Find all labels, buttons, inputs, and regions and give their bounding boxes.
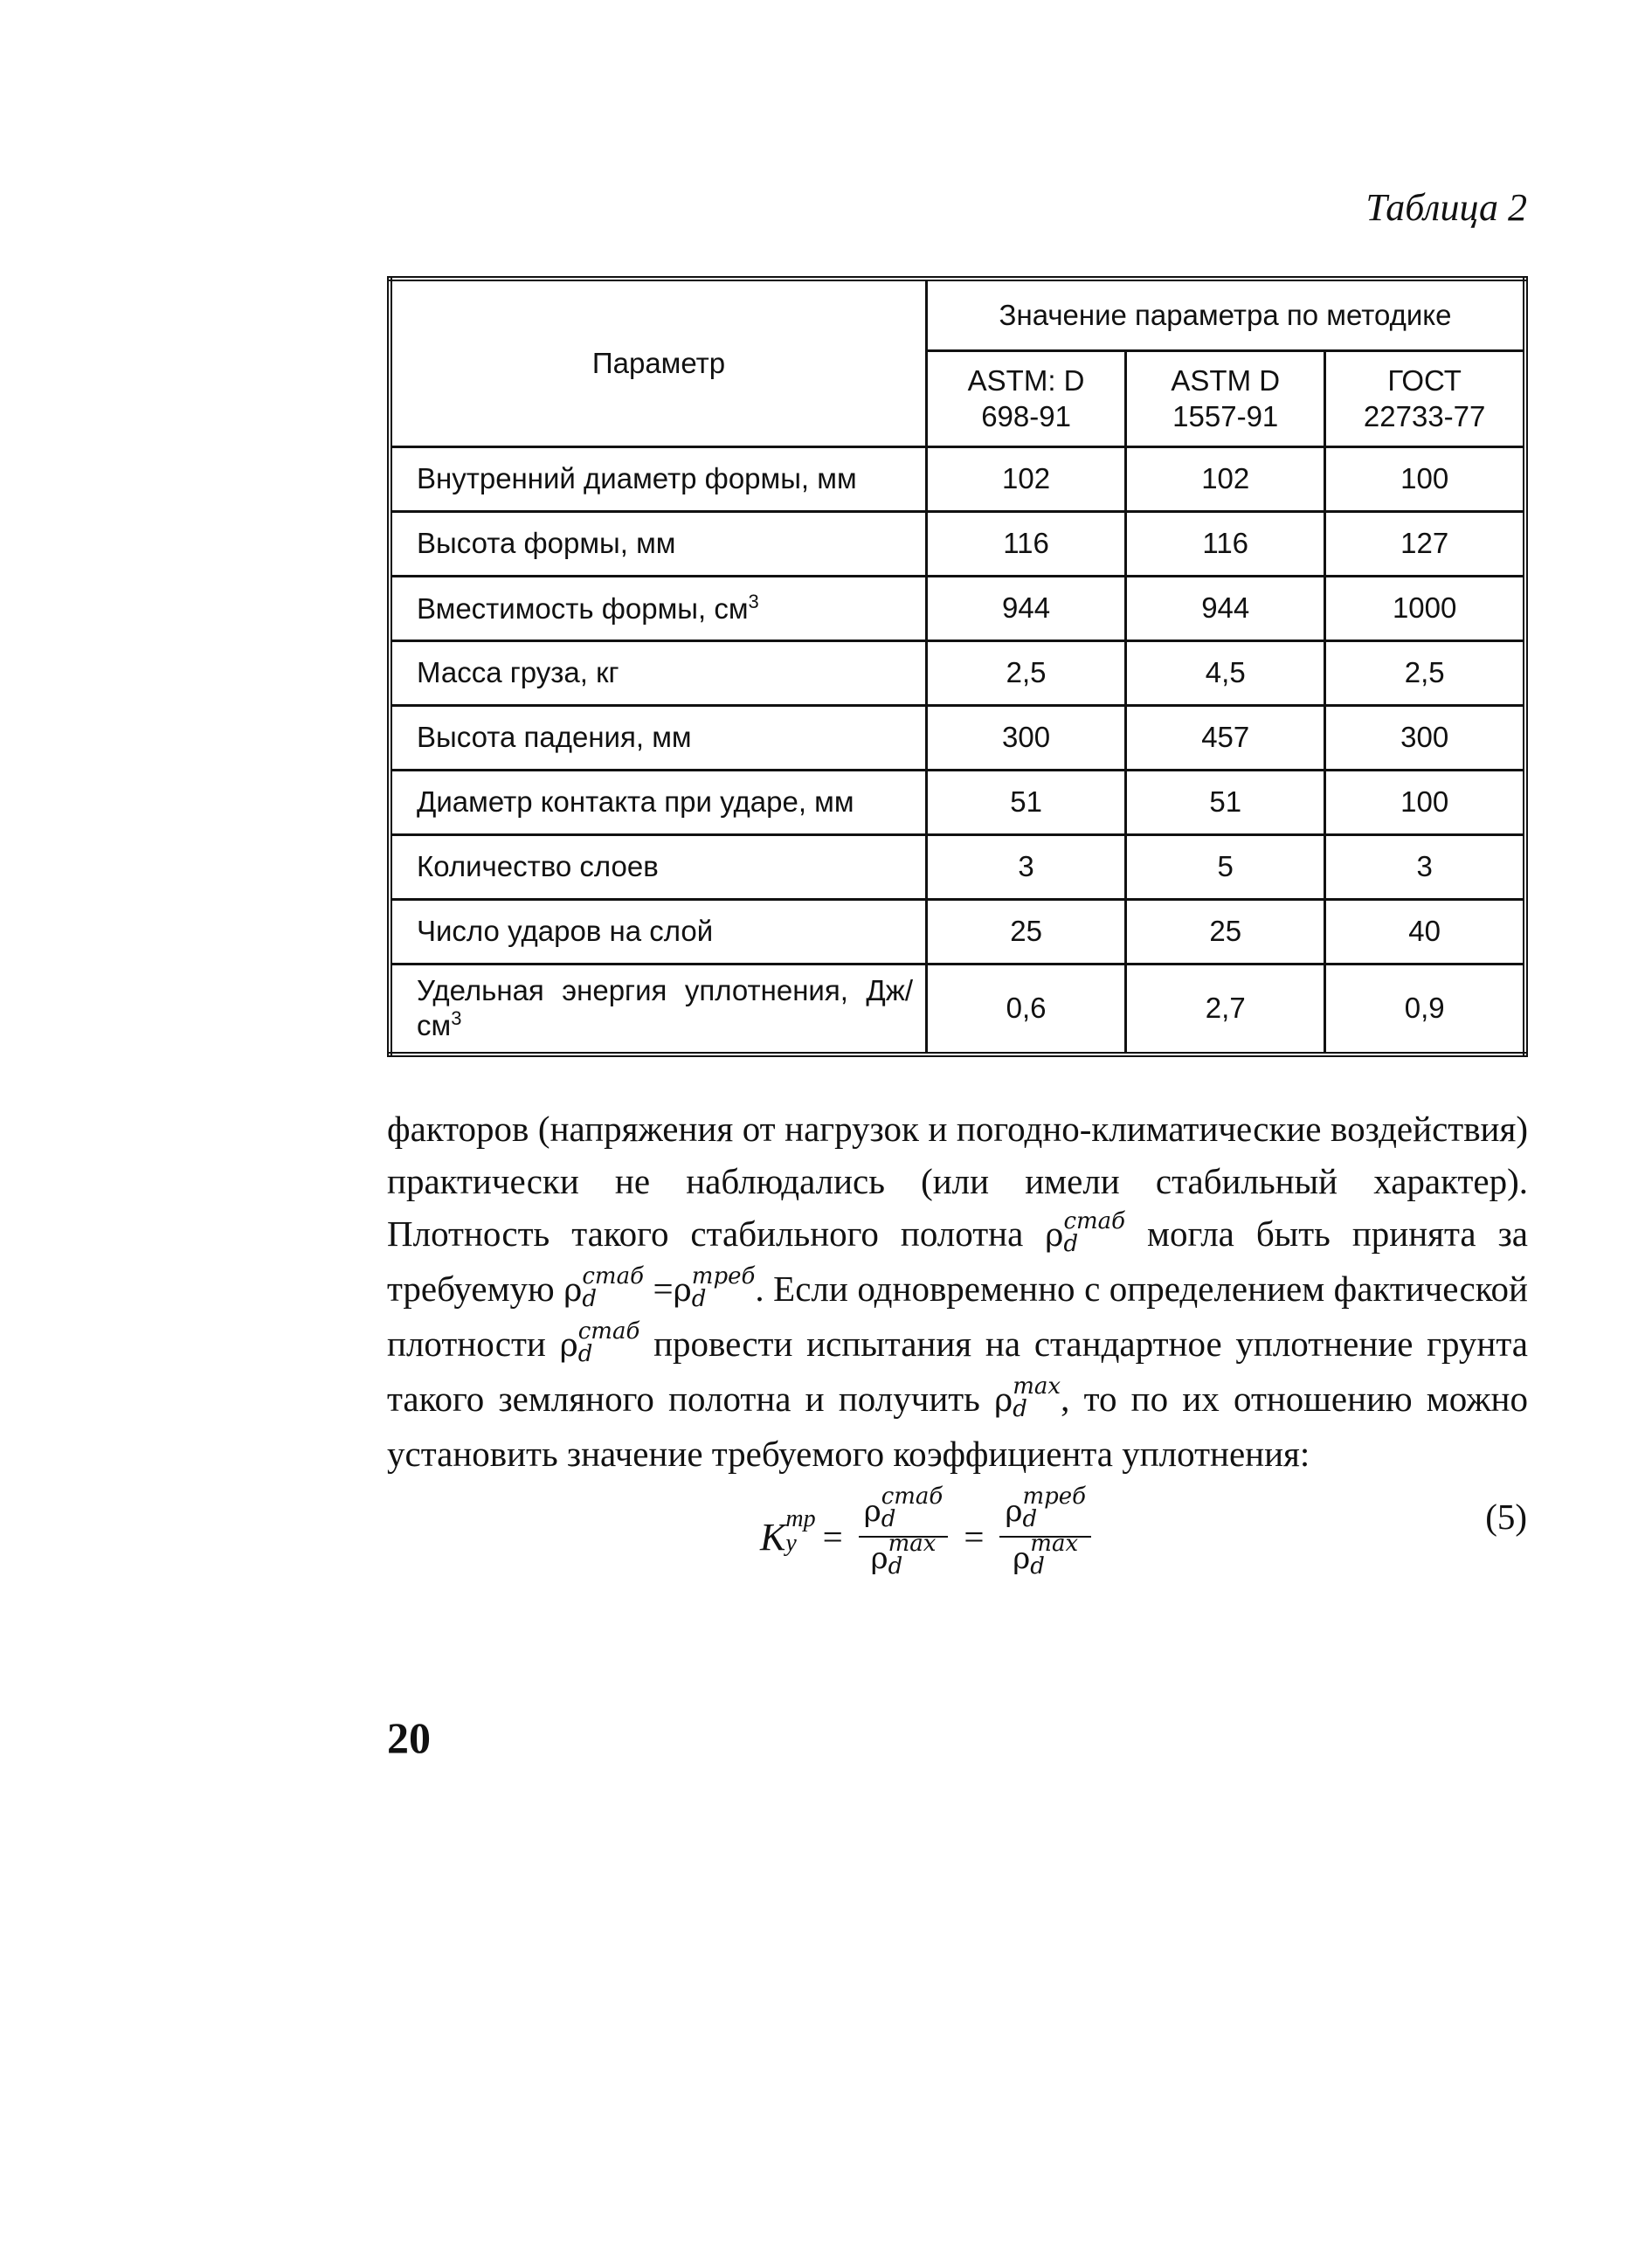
- superscript: 3: [748, 591, 759, 612]
- compaction-coefficient-formula: [760, 1483, 1100, 1583]
- rho-stab-symbol: ρ стаб d: [559, 1318, 640, 1367]
- method-header-astm-698: ASTM: D 698-91: [927, 350, 1126, 446]
- table-header-row: [390, 279, 1525, 350]
- table-row: [390, 899, 1525, 964]
- table-row: [390, 640, 1525, 705]
- value-cell: 116: [1126, 511, 1325, 576]
- value-cell: 1000: [1325, 576, 1525, 640]
- table-row: [390, 705, 1525, 770]
- rho-treb-symbol: ρ треб d: [673, 1263, 756, 1312]
- param-label: Число ударов на слой: [390, 899, 927, 964]
- value-cell: 51: [927, 770, 1126, 834]
- method-group-header: Значение параметра по методике: [927, 279, 1526, 350]
- value-cell: 3: [1325, 834, 1525, 899]
- value-cell: 944: [927, 576, 1126, 640]
- formula-fraction-treb: ρ треб d ρ max d: [999, 1490, 1091, 1583]
- value-cell: 2,5: [927, 640, 1126, 705]
- value-cell: 25: [927, 899, 1126, 964]
- param-label: Диаметр контакта при ударе, мм: [390, 770, 927, 834]
- param-label: Удельная энергия уплотнения, $Дж/см^3$: [390, 964, 927, 1054]
- formula-k-symbol: K: [760, 1515, 786, 1559]
- param-label: Внутренний диаметр формы, мм: [390, 446, 927, 511]
- value-cell: 4,5: [1126, 640, 1325, 705]
- table-caption: Таблица 2: [1365, 186, 1527, 229]
- value-cell: 0,6: [927, 964, 1126, 1054]
- parameters-table-wrapper: [387, 276, 1528, 1057]
- value-cell: 100: [1325, 446, 1525, 511]
- param-label: Высота падения, мм: [390, 705, 927, 770]
- table-row: [390, 446, 1525, 511]
- rho-max-symbol: ρ max d: [994, 1373, 1061, 1422]
- table-row: [390, 576, 1525, 640]
- value-cell: 25: [1126, 899, 1325, 964]
- value-cell: 2,7: [1126, 964, 1325, 1054]
- param-column-header: Параметр: [390, 279, 927, 446]
- param-label: Масса груза, кг: [390, 640, 927, 705]
- value-cell: 300: [1325, 705, 1525, 770]
- value-cell: 944: [1126, 576, 1325, 640]
- value-cell: 102: [927, 446, 1126, 511]
- method-header-gost: ГОСТ 22733-77: [1325, 350, 1525, 446]
- value-cell: 2,5: [1325, 640, 1525, 705]
- value-cell: 5: [1126, 834, 1325, 899]
- superscript: 3: [451, 1007, 462, 1030]
- equation-number: (5): [1485, 1497, 1527, 1537]
- value-cell: 116: [927, 511, 1126, 576]
- value-cell: 102: [1126, 446, 1325, 511]
- rho-stab-symbol: ρ стаб d: [1045, 1208, 1126, 1257]
- formula-fraction-stab: ρ стаб d ρ max d: [859, 1490, 949, 1583]
- formula-equals: =: [822, 1517, 843, 1557]
- value-cell: 100: [1325, 770, 1525, 834]
- rho-stab-symbol: ρ стаб d: [563, 1263, 644, 1312]
- param-label: Вместимость формы, $см^3$: [390, 576, 927, 640]
- table-row: [390, 511, 1525, 576]
- parameters-table: [387, 276, 1528, 1057]
- body-paragraph: факторов (напряжения от нагрузок и погодно-климатические воздействия) практически не наблюдались (или имели стабильный характер). Плотность такого стабильного полотна ρ стаб d могла быть принята за требуемую ρ стаб d =ρ треб d . Если одновременно с определением фактической плотности ρ стаб d провести испытания на стандартное уплотнение грунта такого земляного полотна и получить ρ max d , то по их отношению можно установить значение требуемого коэффициента уплотнения:: [387, 1109, 1529, 1474]
- value-cell: 300: [927, 705, 1126, 770]
- table-row: [390, 834, 1525, 899]
- value-cell: 40: [1325, 899, 1525, 964]
- formula-equals: =: [964, 1517, 985, 1557]
- table-row: [390, 964, 1525, 1054]
- value-cell: 127: [1325, 511, 1525, 576]
- page-number: 20: [387, 1713, 431, 1762]
- value-cell: 3: [927, 834, 1126, 899]
- param-label: Количество слоев: [390, 834, 927, 899]
- method-header-astm-1557: ASTM D 1557-91: [1126, 350, 1325, 446]
- value-cell: 51: [1126, 770, 1325, 834]
- param-label: Высота формы, мм: [390, 511, 927, 576]
- value-cell: 0,9: [1325, 964, 1525, 1054]
- formula-k-indices: тр у: [785, 1505, 816, 1557]
- value-cell: 457: [1126, 705, 1325, 770]
- table-row: [390, 770, 1525, 834]
